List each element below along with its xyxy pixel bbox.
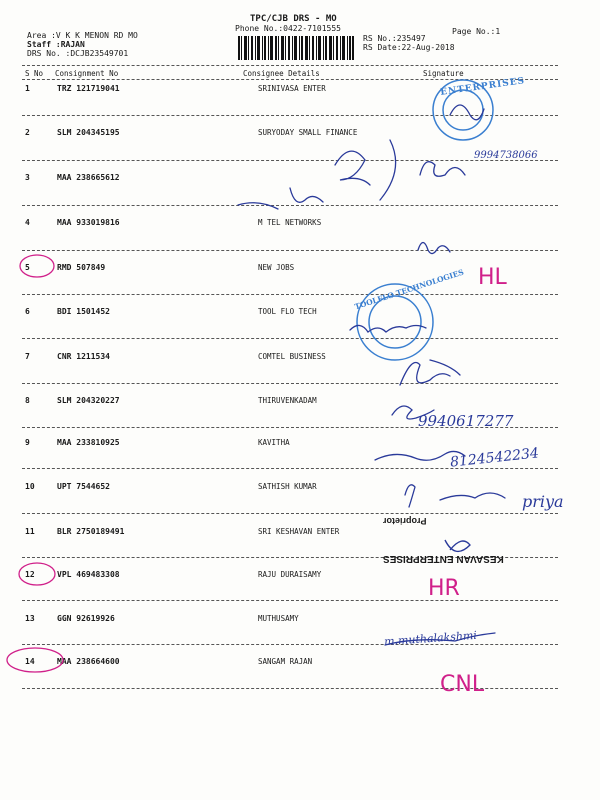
row-consignee: THIRUVENKADAM [258, 396, 317, 405]
handwritten-phone-row-8: 9940617277 [418, 412, 514, 430]
annotation-cnl: CNL [440, 672, 485, 697]
row-sno: 13 [25, 614, 35, 623]
handwritten-phone-row-9: 8124542234 [449, 445, 540, 471]
row-sno: 2 [25, 128, 30, 137]
rs-date: RS Date:22-Aug-2018 [363, 43, 455, 52]
stamp-row-6-text: TOOLFLO TECHNOLOGIES [353, 267, 465, 312]
row-consignee: SRI KESHAVAN ENTER [258, 527, 340, 536]
row-consignee: M TEL NETWORKS [258, 218, 322, 227]
handwritten-priya: priya [522, 492, 564, 511]
document-title: TPC/CJB DRS - MO [250, 14, 337, 24]
stamp-row-11 [445, 540, 470, 551]
stamp-row-11-role: Proprietor [383, 516, 427, 526]
row-consignment-no: CNR 1211534 [57, 352, 110, 361]
row-sno: 1 [25, 84, 30, 93]
row-consignment-no: VPL 469483308 [57, 570, 120, 579]
signature-row-4 [418, 243, 450, 254]
row-sno: 9 [25, 438, 30, 447]
row-consignment-no: SLM 204345195 [57, 128, 120, 137]
signature-row-3 [238, 188, 323, 209]
row-sno: 3 [25, 173, 30, 182]
row-consignee: SATHISH KUMAR [258, 482, 317, 491]
row-consignee: RAJU DURAISAMY [258, 570, 322, 579]
row-sno: 11 [25, 527, 35, 536]
signature-row-10 [405, 485, 505, 507]
row-consignee: SRINIVASA ENTER [258, 84, 326, 93]
col-consignee: Consignee Details [243, 69, 320, 78]
row-sno: 14 [25, 657, 35, 666]
row-sno: 10 [25, 482, 35, 491]
stamp-row-11-name: KESAVAN ENTERPRISES [383, 553, 504, 564]
handwritten-muthalakshmi: m.muthalakshmi [383, 628, 478, 649]
row-consignment-no: MAA 233810925 [57, 438, 120, 447]
staff-label: Staff :RAJAN [27, 40, 85, 49]
row-consignee: NEW JOBS [258, 263, 295, 272]
row-consignment-no: MAA 238664600 [57, 657, 120, 666]
row-consignment-no: BDI 1501452 [57, 307, 110, 316]
signature-row-2b [420, 162, 465, 177]
row-consignment-no: MAA 933019816 [57, 218, 120, 227]
col-sno: S No [25, 69, 44, 78]
annotation-hr: HR [428, 576, 460, 601]
row-consignment-no: UPT 7544652 [57, 482, 110, 491]
row-consignee: MUTHUSAMY [258, 614, 299, 623]
row-sno: 6 [25, 307, 30, 316]
page-number: Page No.:1 [452, 27, 501, 36]
circle-row-14 [7, 648, 63, 672]
signature-row-2 [335, 140, 396, 200]
row-consignee: KAVITHA [258, 438, 290, 447]
signature-row-1 [450, 105, 484, 120]
drs-number: DRS No. :DCJB23549701 [27, 49, 129, 58]
circle-row-5 [20, 255, 54, 277]
rs-number: RS No.:235497 [363, 34, 426, 43]
row-consignment-no: GGN 92619926 [57, 614, 115, 623]
row-sno: 7 [25, 352, 30, 361]
row-sno: 12 [25, 570, 35, 579]
circle-row-12 [19, 563, 55, 585]
row-consignment-no: BLR 2750189491 [57, 527, 125, 536]
row-sno: 4 [25, 218, 30, 227]
area-label: Area :V K K MENON RD MO [27, 31, 138, 40]
signature-row-6 [350, 325, 426, 332]
handwritten-phone-row-2: 9994738066 [474, 150, 538, 161]
row-consignment-no: TRZ 121719041 [57, 84, 120, 93]
phone-number: Phone No.:0422-7101555 [235, 24, 341, 33]
row-consignee: TOOL FLO TECH [258, 307, 317, 316]
row-consignment-no: SLM 204320227 [57, 396, 120, 405]
row-consignment-no: RMD 507849 [57, 263, 106, 272]
annotation-hl: HL [478, 265, 507, 290]
row-consignee: SURYODAY SMALL FINANCE [258, 128, 358, 137]
row-consignment-no: MAA 238665612 [57, 173, 120, 182]
row-sno: 5 [25, 263, 30, 272]
col-consignment: Consignment No [55, 69, 119, 78]
stamp-row-1-text: ENTERPRISES [439, 76, 526, 98]
row-consignee: SANGAM RAJAN [258, 657, 313, 666]
row-sno: 8 [25, 396, 30, 405]
signature-row-7 [400, 360, 460, 385]
col-signature: Signature [423, 69, 464, 78]
row-consignee: COMTEL BUSINESS [258, 352, 326, 361]
